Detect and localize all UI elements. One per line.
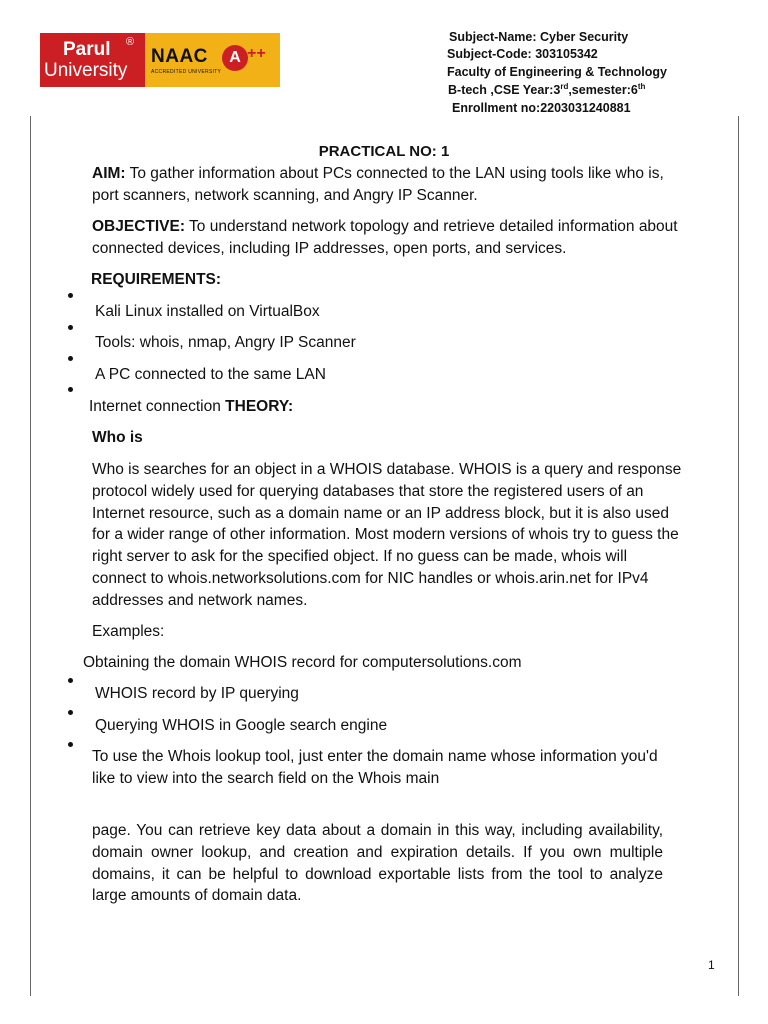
requirement-item: A PC connected to the same LAN	[95, 366, 326, 383]
aim-paragraph	[92, 163, 682, 207]
requirements-heading: REQUIREMENTS:	[91, 271, 222, 288]
subject-code: Subject-Code: 303105342	[447, 47, 598, 61]
theory-label: THEORY:	[225, 398, 294, 415]
objective-paragraph	[92, 216, 682, 260]
subject-name: Subject-Name: Cyber Security	[449, 30, 629, 44]
lookup-paragraph: To use the Whois lookup tool, just enter the domain name whose information you'd like to view into the search field on the Whois main	[92, 748, 658, 787]
logo-parul-text: Parul	[63, 39, 111, 60]
bullet-icon	[68, 710, 73, 715]
examples-heading: Examples:	[92, 623, 165, 640]
internet-connection-text: Internet connection	[89, 398, 226, 415]
logo-naac-text: NAAC	[151, 46, 208, 67]
page-border-left	[30, 116, 31, 996]
bullet-icon	[68, 356, 73, 361]
year-text: B-tech ,CSE Year:3	[448, 83, 561, 98]
requirement-item: Tools: whois, nmap, Angry IP Scanner	[95, 334, 356, 351]
parul-logo	[40, 33, 141, 87]
year-sup: rd	[560, 82, 569, 91]
bullet-icon	[68, 325, 73, 330]
requirement-item-theory	[89, 396, 293, 418]
bullet-icon	[68, 293, 73, 298]
grade-circle-icon: A	[222, 45, 248, 71]
whois-paragraph: Who is searches for an object in a WHOIS database. WHOIS is a query and response protocol widely used for querying databases that store the registered users of an Internet resource, such as a domain name or an IP address block, but it is also used for a wider range of other information. Most modern versions of whois try to guess the right server to ask for the specified object. If no guess can be made, whois will connect to whois.networksolutions.com for NIC handles or whois.arin.net for IPv4 addresses and network names.	[92, 461, 682, 609]
year-semester	[448, 82, 645, 97]
logo-naac-subtext: ACCREDITED UNIVERSITY	[151, 69, 222, 75]
naac-logo	[145, 33, 280, 87]
bullet-icon	[68, 742, 73, 747]
domain-data-paragraph: page. You can retrieve key data about a domain in this way, including availability, domain owner lookup, and creation and expiration details. If you own multiple domains, it can be helpful to download exportable lists from the tool to analyze large amounts of domain data.	[92, 822, 663, 905]
page-border-right	[738, 116, 739, 996]
whois-heading: Who is	[92, 429, 143, 446]
aim-text: To gather information about PCs connected to the LAN using tools like who is, port scanners, network scanning, and Angry IP Scanner.	[92, 165, 664, 204]
aim-label: AIM:	[92, 165, 126, 182]
bullet-icon	[68, 387, 73, 392]
objective-text: To understand network topology and retrieve detailed information about connected devices, including IP addresses, open ports, and services.	[92, 218, 678, 257]
objective-label: OBJECTIVE:	[92, 218, 186, 235]
page-title: PRACTICAL NO: 1	[318, 143, 450, 160]
requirement-item: Kali Linux installed on VirtualBox	[95, 303, 320, 320]
grade-plus: ++	[247, 45, 266, 62]
enrollment: Enrollment no:2203031240881	[452, 101, 631, 115]
page-number: 1	[708, 958, 715, 972]
faculty: Faculty of Engineering & Technology	[447, 65, 667, 79]
example-item: Obtaining the domain WHOIS record for computersolutions.com	[83, 654, 522, 671]
example-item: WHOIS record by IP querying	[95, 685, 299, 702]
bullet-icon	[68, 678, 73, 683]
semester-text: ,semester:6	[568, 83, 638, 98]
example-item: Querying WHOIS in Google search engine	[95, 717, 388, 734]
university-logo	[40, 33, 280, 87]
semester-sup: th	[637, 82, 646, 91]
logo-university-text: University	[44, 60, 128, 81]
registered-mark: ®	[126, 36, 135, 48]
